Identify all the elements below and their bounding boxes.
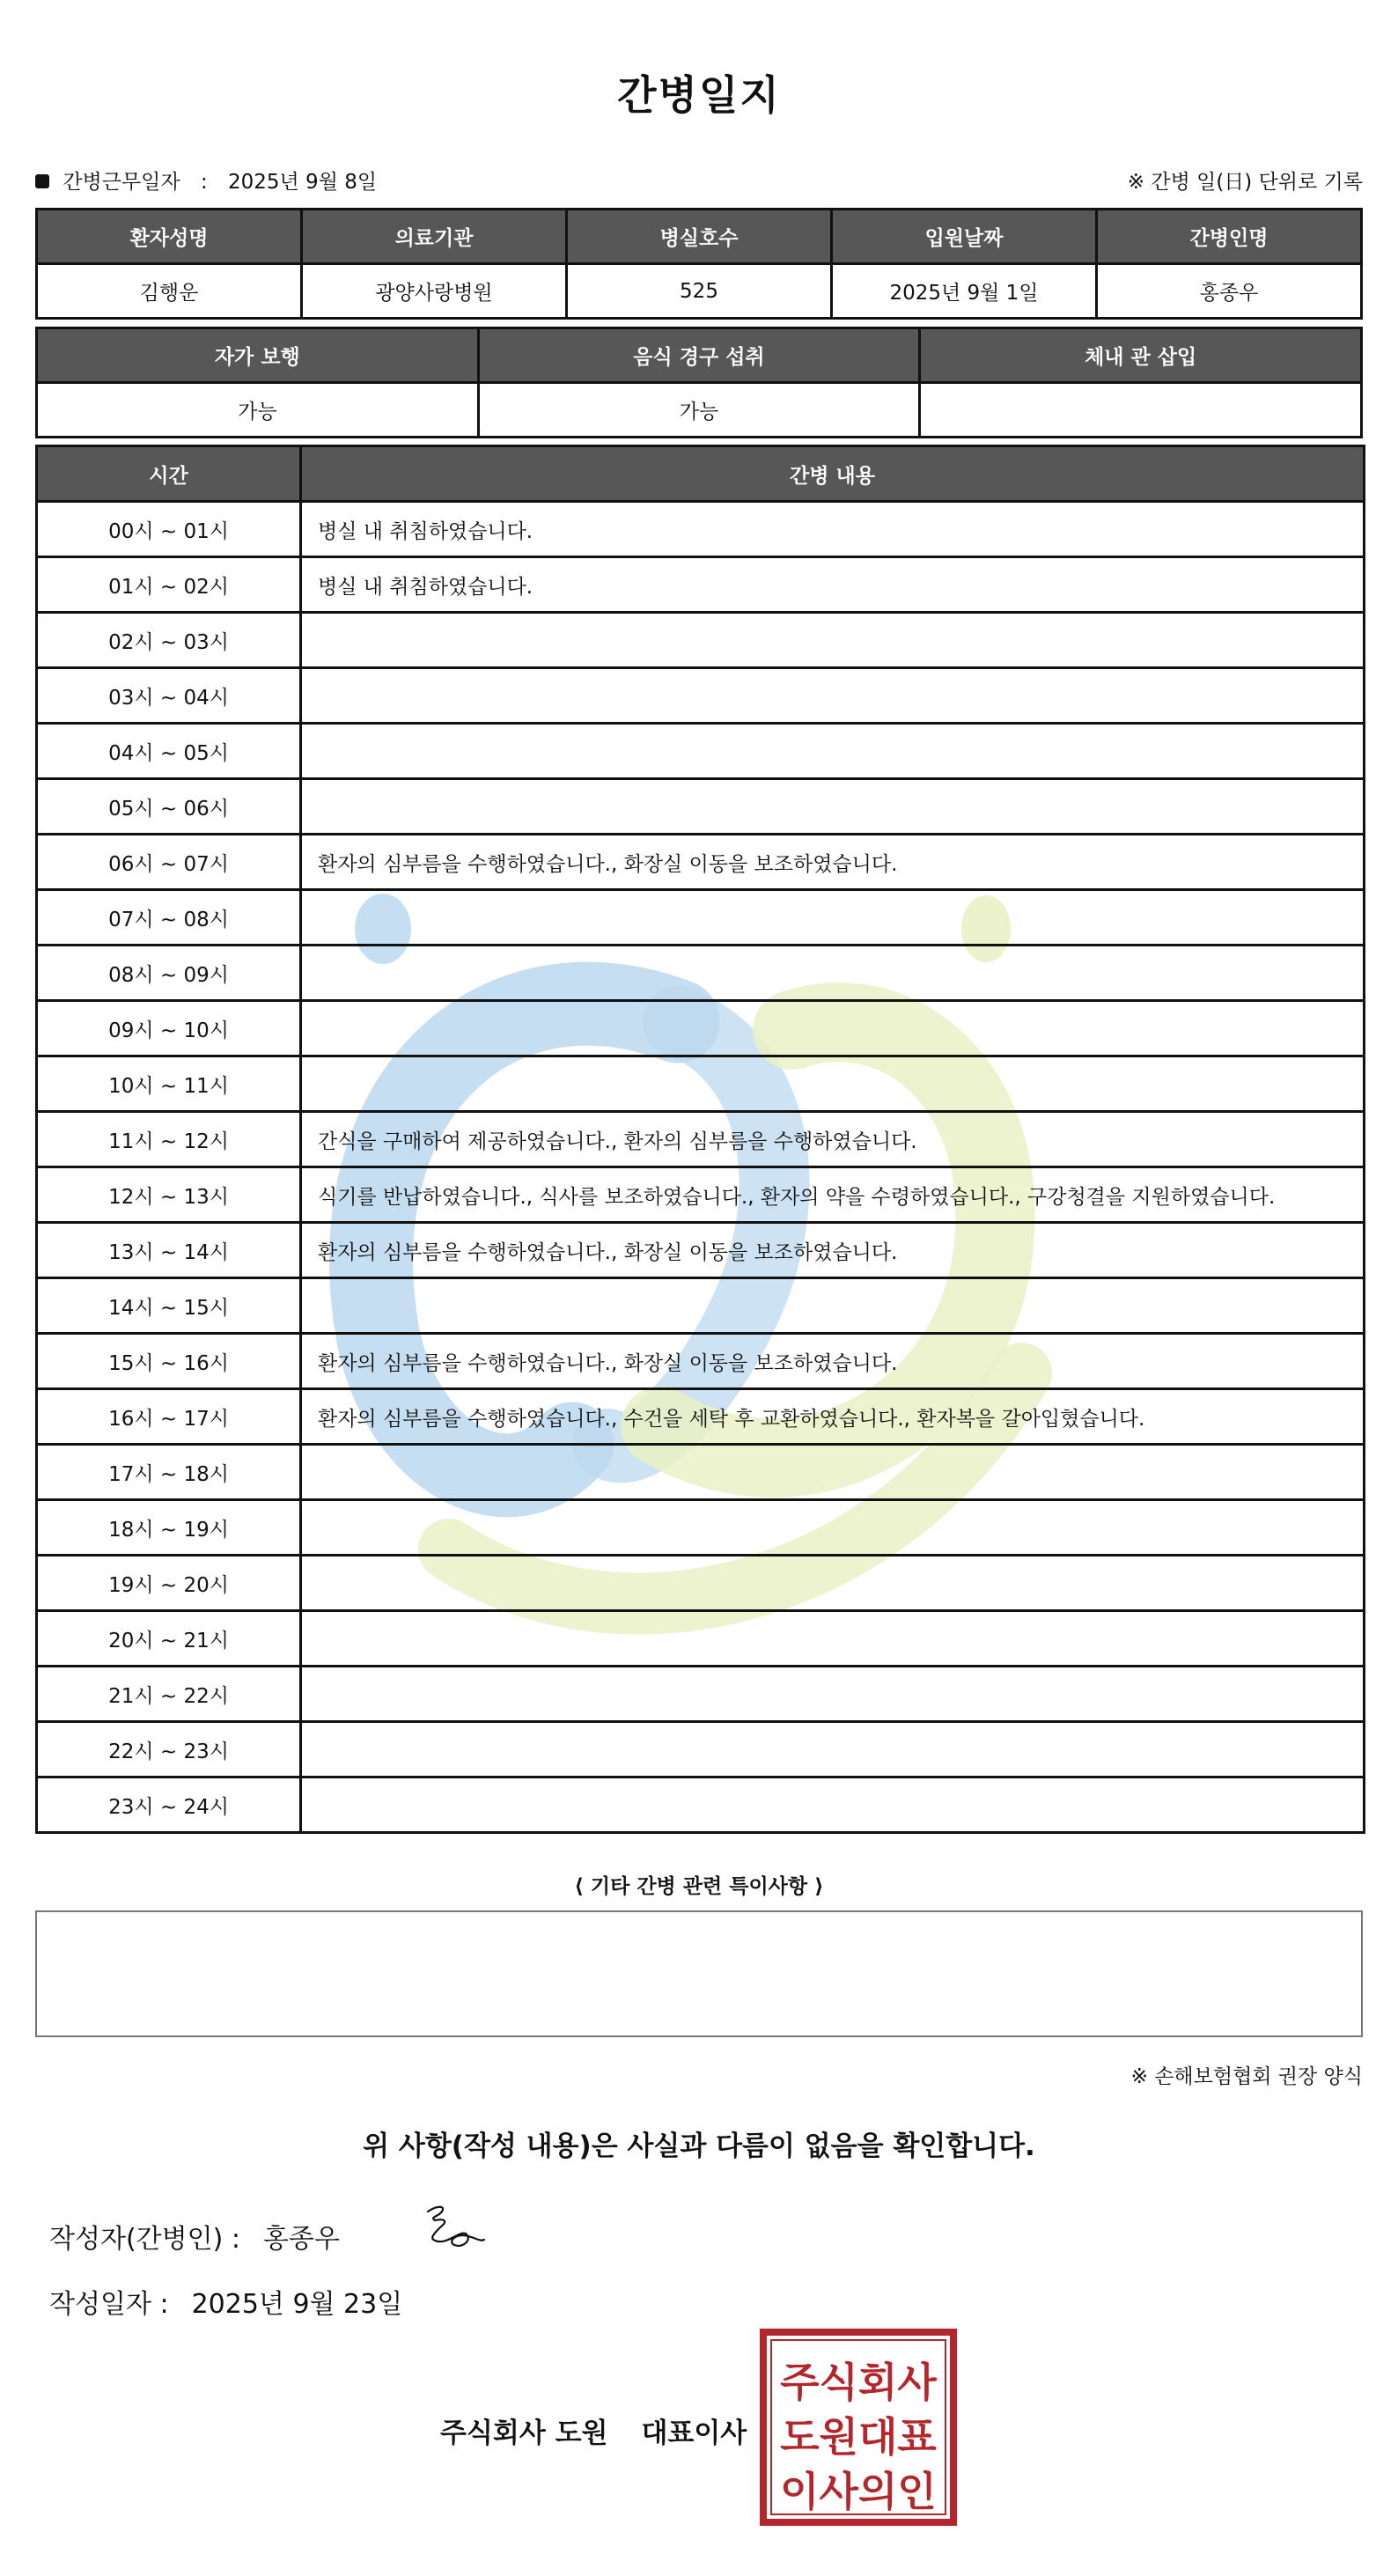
- company-role: 대표이사: [641, 2418, 747, 2449]
- page-title: 간병일지: [617, 71, 781, 119]
- log-row: [37, 1611, 1365, 1667]
- header-hospital: 의료기관: [302, 210, 567, 264]
- care-log-table: [35, 445, 1365, 1834]
- log-content: [301, 779, 1365, 835]
- log-row: [37, 1722, 1365, 1777]
- header-room-number: 병실호수: [567, 210, 832, 264]
- log-time: 04시 ~ 05시: [37, 724, 301, 779]
- header-self-walking: 자가 보행: [37, 328, 479, 383]
- log-time: 13시 ~ 14시: [37, 1223, 301, 1278]
- writer-name: 홍종우: [262, 2224, 340, 2255]
- header-time: 시간: [37, 446, 301, 502]
- log-time: 03시 ~ 04시: [37, 668, 301, 724]
- log-content: 환자의 심부름을 수행하였습니다., 화장실 이동을 보조하였습니다.: [301, 1334, 1365, 1389]
- header-patient-name: 환자성명: [37, 210, 302, 264]
- log-row: [37, 1334, 1365, 1389]
- log-content: [301, 1667, 1365, 1722]
- work-date-line: [35, 166, 1363, 195]
- patient-value-row: [37, 264, 1362, 319]
- log-row: [37, 1389, 1365, 1445]
- log-row: [37, 1777, 1365, 1833]
- log-content: [301, 946, 1365, 1001]
- log-content: [301, 1001, 1365, 1056]
- patient-status-table: [35, 327, 1363, 438]
- notes-box: [35, 1910, 1363, 2037]
- work-date-label: 간병근무일자: [63, 171, 180, 194]
- log-content: 병실 내 취침하였습니다.: [301, 557, 1365, 613]
- log-time: 20시 ~ 21시: [37, 1611, 301, 1667]
- log-time: 02시 ~ 03시: [37, 613, 301, 668]
- log-time: 21시 ~ 22시: [37, 1667, 301, 1722]
- log-content: 간식을 구매하여 제공하였습니다., 환자의 심부름을 수행하였습니다.: [301, 1112, 1365, 1167]
- log-content: [301, 1278, 1365, 1334]
- log-content: [301, 1556, 1365, 1611]
- log-time: 15시 ~ 16시: [37, 1334, 301, 1389]
- log-time: 01시 ~ 02시: [37, 557, 301, 613]
- header-caregiver-name: 간병인명: [1097, 210, 1362, 264]
- log-content: [301, 1500, 1365, 1556]
- log-content: [301, 724, 1365, 779]
- log-header-row: [37, 446, 1365, 502]
- log-content: [301, 1056, 1365, 1112]
- log-time: 11시 ~ 12시: [37, 1112, 301, 1167]
- log-time: 23시 ~ 24시: [37, 1777, 301, 1833]
- caregiver-name: 홍종우: [1097, 264, 1362, 319]
- write-date-value: 2025년 9월 23일: [191, 2289, 403, 2320]
- seal-line-3: 이사의인: [780, 2468, 937, 2515]
- header-admission-date: 입원날짜: [832, 210, 1097, 264]
- log-content: 환자의 심부름을 수행하였습니다., 화장실 이동을 보조하였습니다.: [301, 835, 1365, 890]
- association-note: ※ 손해보험협회 권장 양식: [1130, 2065, 1363, 2088]
- log-time: 00시 ~ 01시: [37, 502, 301, 557]
- unit-note: ※ 간병 일(日) 단위로 기록: [1127, 171, 1363, 194]
- work-date-value: 2025년 9월 8일: [228, 171, 378, 194]
- log-content: [301, 1445, 1365, 1500]
- log-time: 07시 ~ 08시: [37, 890, 301, 946]
- log-row: [37, 1112, 1365, 1167]
- log-row: [37, 613, 1365, 668]
- log-content: 병실 내 취침하였습니다.: [301, 502, 1365, 557]
- log-content: [301, 1611, 1365, 1667]
- log-content: 환자의 심부름을 수행하였습니다., 화장실 이동을 보조하였습니다.: [301, 1223, 1365, 1278]
- log-row: [37, 1167, 1365, 1223]
- status-value-row: [37, 383, 1362, 438]
- seal-line-2: 도원대표: [780, 2413, 937, 2461]
- hospital-name: 광양사랑병원: [302, 264, 567, 319]
- log-time: 08시 ~ 09시: [37, 946, 301, 1001]
- log-content: [301, 668, 1365, 724]
- log-time: 09시 ~ 10시: [37, 1001, 301, 1056]
- oral-intake-value: 가능: [478, 383, 920, 438]
- log-time: 17시 ~ 18시: [37, 1445, 301, 1500]
- tube-insertion-value: [920, 383, 1362, 438]
- work-date: [35, 166, 377, 195]
- company-name: 주식회사 도원: [440, 2418, 608, 2449]
- log-content: [301, 890, 1365, 946]
- patient-name: 김행운: [37, 264, 302, 319]
- log-time: 12시 ~ 13시: [37, 1167, 301, 1223]
- company-line: [440, 2410, 747, 2450]
- log-content: 식기를 반납하였습니다., 식사를 보조하였습니다., 환자의 약을 수령하였습니다., 구강청결을 지원하였습니다.: [301, 1167, 1365, 1223]
- log-row: [37, 1056, 1365, 1112]
- log-time: 10시 ~ 11시: [37, 1056, 301, 1112]
- room-number: 525: [567, 264, 832, 319]
- log-time: 18시 ~ 19시: [37, 1500, 301, 1556]
- log-time: 19시 ~ 20시: [37, 1556, 301, 1611]
- header-care-content: 간병 내용: [301, 446, 1365, 502]
- header-tube-insertion: 체내 관 삽입: [920, 328, 1362, 383]
- log-time: 16시 ~ 17시: [37, 1389, 301, 1445]
- log-row: [37, 1500, 1365, 1556]
- log-row: [37, 946, 1365, 1001]
- log-row: [37, 1278, 1365, 1334]
- log-row: [37, 1223, 1365, 1278]
- log-row: [37, 668, 1365, 724]
- log-row: [37, 557, 1365, 613]
- log-row: [37, 1001, 1365, 1056]
- log-time: 14시 ~ 15시: [37, 1278, 301, 1334]
- seal-line-1: 주식회사: [780, 2359, 937, 2406]
- log-content: [301, 613, 1365, 668]
- writer-label: 작성자(간병인) :: [49, 2224, 240, 2255]
- status-header-row: [37, 328, 1362, 383]
- log-time: 05시 ~ 06시: [37, 779, 301, 835]
- notes-title: ⟨ 기타 간병 관련 특이사항 ⟩: [574, 1875, 824, 1898]
- patient-info-table: [35, 208, 1363, 320]
- log-row: [37, 779, 1365, 835]
- log-row: [37, 1445, 1365, 1500]
- write-date-label: 작성일자 :: [49, 2289, 169, 2320]
- log-row: [37, 502, 1365, 557]
- work-date-sep: :: [200, 171, 208, 194]
- log-content: [301, 1722, 1365, 1777]
- log-time: 22시 ~ 23시: [37, 1722, 301, 1777]
- self-walking-value: 가능: [37, 383, 479, 438]
- log-row: [37, 835, 1365, 890]
- log-content: [301, 1777, 1365, 1833]
- log-time: 06시 ~ 07시: [37, 835, 301, 890]
- write-date-line: [49, 2282, 402, 2321]
- log-row: [37, 890, 1365, 946]
- admission-date: 2025년 9월 1일: [832, 264, 1097, 319]
- writer-line: [49, 2217, 340, 2256]
- signature-icon: [419, 2199, 489, 2261]
- log-content: 환자의 심부름을 수행하였습니다., 수건을 세탁 후 교환하였습니다., 환자복을 갈아입혔습니다.: [301, 1389, 1365, 1445]
- patient-header-row: [37, 210, 1362, 264]
- log-row: [37, 724, 1365, 779]
- company-seal-icon: [759, 2328, 958, 2527]
- bullet-square-icon: [35, 174, 49, 188]
- confirmation-statement: 위 사항(작성 내용)은 사실과 다름이 없음을 확인합니다.: [363, 2131, 1035, 2162]
- header-oral-intake: 음식 경구 섭취: [478, 328, 920, 383]
- log-row: [37, 1556, 1365, 1611]
- log-row: [37, 1667, 1365, 1722]
